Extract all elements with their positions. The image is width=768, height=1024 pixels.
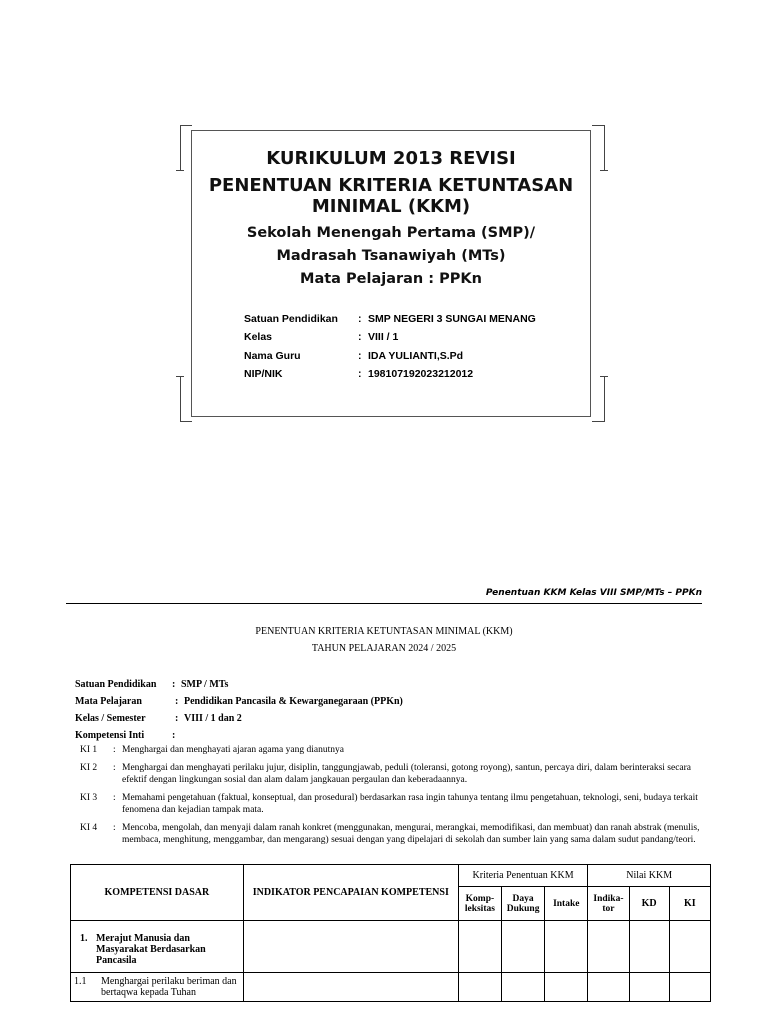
info-value: SMP NEGERI 3 SUNGAI MENANG [368,313,536,326]
ki-colon: : [113,763,116,773]
meta-value: SMP / MTs [181,679,229,690]
ki-text: Menghargai dan menghayati ajaran agama yang dianutnya [122,745,344,755]
meta-label: Kompetensi Inti [75,730,145,741]
ki-colon: : [113,793,116,803]
doc-academic-year: TAHUN PELAJARAN 2024 / 2025 [311,643,457,654]
frame-corner-tr-h [592,125,604,126]
meta-label: Mata Pelajaran [75,696,142,707]
ki-colon: : [113,745,116,755]
table-header-row [71,865,711,887]
meta-label: Kelas / Semester [75,713,146,724]
col-header-intake: Intake [545,887,588,921]
info-row [244,347,536,365]
meta-row [75,710,403,727]
info-label: Kelas [244,331,273,344]
cell [588,921,629,973]
meta-value: VIII / 1 dan 2 [184,713,242,724]
meta-row [75,727,403,744]
section-heading [74,928,240,966]
ki-code: KI 3 [80,793,98,803]
cell [458,921,501,973]
ki-text: Mencoba, mengolah, dan menyaji dalam ranah konkret (menggunakan, mengurai, merangkai, memodifikasi, dan membuat) dan ranah abstrak (menulis, membaca, menghitung, menggambar, dan mengarang) sesuai dengan yang dipelajari di sekolah dan sumber lain yang sama dalam sudut pandang/teori. [122,823,700,845]
cell [669,921,710,973]
kd-cell [71,973,244,1002]
col-header-complexity: Komp-leksitas [458,887,501,921]
frame-corner-tl-v [180,125,181,170]
cover-kkm-title: PENENTUAN KRITERIA KETUNTASAN MINIMAL (KKM) [208,175,574,217]
col-header-kd: KOMPETENSI DASAR [71,865,244,921]
ki-text: Menghargai dan menghayati perilaku jujur, disiplin, tanggungjawab, peduli (toleransi, gotong royong), santun, percaya diri, dalam berinteraksi secara efektif dengan lingkungan sosial dan alam dalam jangkauan pergaulan dan keberadaannya. [122,763,692,785]
info-label: NIP/NIK [244,368,283,381]
section-title: Merajut Manusia dan Masyarakat Berdasarkan Pancasila [96,932,206,966]
kkm-table [70,864,711,1002]
info-value: 198107192023212012 [368,368,474,381]
cover-madrasah-type: Madrasah Tsanawiyah (MTs) [276,248,506,264]
info-value: IDA YULIANTI,S.Pd [368,349,464,362]
ki-code: KI 1 [80,745,98,755]
meta-colon: : [175,713,179,724]
cover-school-type: Sekolah Menengah Pertama (SMP)/ [246,225,536,241]
info-label: Nama Guru [244,349,301,362]
frame-side-tick-r2 [600,170,608,171]
col-group-kkm-value: Nilai KKM [588,865,711,887]
frame-corner-br-v [604,377,605,422]
cell [669,973,710,1002]
meta-row [75,676,403,693]
frame-side-tick-l [176,376,184,377]
info-row [244,310,536,328]
info-label: Satuan Pendidikan [244,313,338,326]
cover-subject: Mata Pelajaran : PPKn [300,271,482,287]
info-row [244,328,536,346]
kd-number: 1.1 [74,976,87,987]
cell [629,921,669,973]
indicator-cell [243,973,458,1002]
cell [588,973,629,1002]
frame-side-tick-l2 [176,170,184,171]
ki-code: KI 2 [80,763,98,773]
meta-value: Pendidikan Pancasila & Kewarganegaraan (PPKn) [184,696,403,707]
ki-item [80,744,700,756]
cell [501,973,544,1002]
frame-corner-tl-h [180,125,192,126]
frame-corner-br-h [592,421,604,422]
doc-title: PENENTUAN KRITERIA KETUNTASAN MINIMAL (KKM) [255,626,513,637]
info-colon: : [358,331,362,344]
col-header-ki-value: KI [669,887,710,921]
table-row [71,973,711,1002]
col-header-indicator: INDIKATOR PENCAPAIAN KOMPETENSI [243,865,458,921]
col-header-support: Daya Dukung [501,887,544,921]
ki-item [80,762,700,786]
col-group-criteria: Kriteria Penentuan KKM [458,865,588,887]
ki-item [80,822,700,846]
info-colon: : [358,313,362,326]
col-header-indicator-value: Indika-tor [588,887,629,921]
indicator-cell [243,921,458,973]
info-value: VIII / 1 [368,331,399,344]
meta-label: Satuan Pendidikan [75,679,157,690]
cover-curriculum-title: KURIKULUM 2013 REVISI [266,148,516,169]
meta-colon: : [175,696,179,707]
header-rule [66,603,702,604]
cell [629,973,669,1002]
cover-school-lines [191,222,591,291]
kd-text: Menghargai perilaku beriman dan bertaqwa kepada Tuhan [101,976,237,998]
frame-side-tick-r [600,376,608,377]
frame-corner-bl-h [180,421,192,422]
section-number: 1. [80,932,88,944]
meta-colon: : [172,679,176,690]
core-competency-list [80,744,700,852]
running-header: Penentuan KKM Kelas VIII SMP/MTs – PPKn [485,588,702,598]
kd-item [74,976,240,998]
info-row [244,365,536,383]
doc-meta [75,676,403,744]
cell [545,921,588,973]
meta-colon: : [172,730,176,741]
ki-text: Memahami pengetahuan (faktual, konseptual, dan prosedural) berdasarkan rasa ingin tahunya tentang ilmu pengetahuan, teknologi, seni, budaya terkait fenomena dan kejadian tampak mata. [122,793,698,815]
cell [501,921,544,973]
ki-item [80,792,700,816]
col-header-kd-value: KD [629,887,669,921]
kd-cell [71,921,244,973]
table-row [71,921,711,973]
info-colon: : [358,368,362,381]
meta-row [75,693,403,710]
cell [545,973,588,1002]
ki-colon: : [113,823,116,833]
ki-code: KI 4 [80,823,98,833]
info-colon: : [358,349,362,362]
frame-corner-tr-v [604,125,605,170]
frame-corner-bl-v [180,377,181,422]
cover-info-table [244,310,536,383]
cell [458,973,501,1002]
